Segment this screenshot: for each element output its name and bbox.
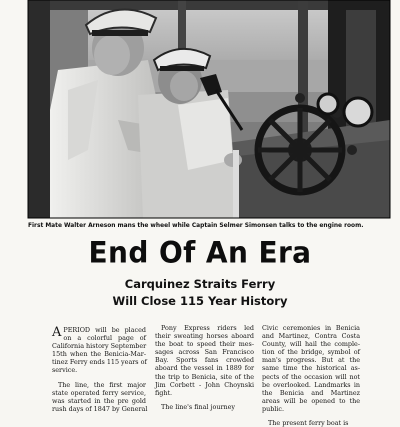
text-line: and Martinez, Contra Costa (262, 332, 360, 341)
text-line: their sweating horses aboard (155, 332, 254, 341)
text-line: The line, the first major (58, 380, 146, 389)
text-line: fight. (155, 388, 173, 397)
text-line: the Benicia and Martinez (262, 388, 360, 397)
photo-caption: First Mate Walter Arneson mans the wheel while Captain Selmer Simonsen talks to the engine room. (28, 223, 364, 229)
text-line: California history September (52, 342, 147, 351)
text-line: man's progress. But at the (262, 356, 360, 365)
text-line: the boat to speed their mes- (155, 340, 254, 349)
text-line: 15th when the Benicia-Mar- (52, 350, 146, 359)
text-line: Bay. Sports fans crowded (155, 356, 254, 365)
text-line: was started in the pre gold (52, 396, 146, 405)
text-line: be overlooked. Landmarks in (262, 380, 360, 389)
subheadline-line-2: Will Close 115 Year History (112, 294, 288, 308)
text-line: Jim Corbett - John Choynski (155, 380, 254, 389)
text-line: on a colorful page of (63, 334, 146, 343)
text-line: Civic ceremonies in Benicia (262, 324, 360, 332)
text-line: tinez Ferry ends 115 years of (52, 358, 147, 367)
text-line: pects of the occasion will not (262, 372, 360, 381)
text-line: public. (262, 404, 284, 413)
text-line: sages across San Francisco (155, 348, 254, 357)
text-line: areas will be opened to the (262, 396, 360, 405)
article-column-3 (262, 324, 360, 427)
text-line: the trip to Benicia, site of the (155, 372, 254, 381)
text-line: PERIOD will be placed (63, 326, 146, 334)
text-line: Pony Express riders led (161, 324, 254, 332)
article-column-2 (155, 324, 254, 411)
text-line: state operated ferry service, (52, 388, 146, 397)
subheadline-line-1: Carquinez Straits Ferry (124, 277, 276, 291)
headline: End Of An Era (88, 235, 312, 270)
text-line: The present ferry boat is (268, 419, 349, 427)
text-line: rush days of 1847 by General (52, 404, 148, 413)
text-line: aboard the vessel in 1889 for (155, 364, 254, 373)
photo-image (28, 0, 390, 218)
text-line: same time the historical as- (262, 364, 360, 373)
photo-ferry-wheelhouse (28, 0, 390, 218)
text-line: tion of the bridge, symbol of (262, 348, 360, 357)
text-line: The line's final journey (161, 402, 236, 411)
text-line: County, will hail the comple- (262, 340, 360, 349)
text-line: service. (52, 366, 78, 375)
drop-cap: A (52, 325, 62, 340)
article-column-1 (52, 326, 146, 413)
